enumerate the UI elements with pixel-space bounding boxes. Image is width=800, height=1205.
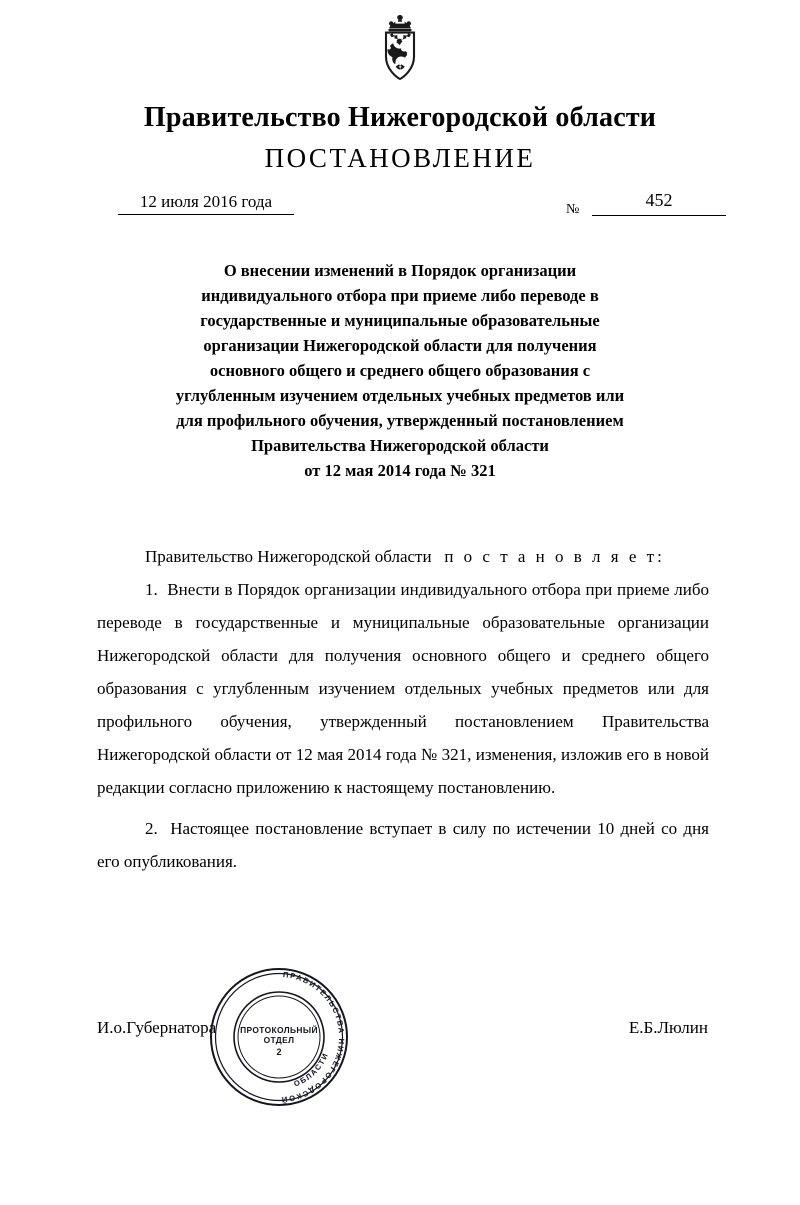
stamp-inner-line-3: 2 <box>276 1047 282 1057</box>
subject-line: Правительства Нижегородской области <box>251 436 549 455</box>
subject-line: государственные и муниципальные образовательные <box>200 311 600 330</box>
body-spacer <box>97 804 709 812</box>
subject-line: углубленным изучением отдельных учебных предметов или <box>175 386 625 405</box>
subject-line: организации Нижегородской области для получения <box>203 336 597 355</box>
body-item-2: 2. Настоящее постановление вступает в силу по истечении 10 дней со дня его опубликования. <box>97 819 709 871</box>
document-number-label: № <box>566 202 580 217</box>
document-date: 12 июля 2016 года <box>118 192 294 215</box>
round-stamp-icon <box>205 963 353 1111</box>
subject-line: О внесении изменений в Порядок организации <box>223 261 577 280</box>
stamp-outer-text: ПРАВИТЕЛЬСТВА НИЖЕГОРОДСКОЙ <box>279 970 347 1105</box>
body-lead <box>97 540 709 573</box>
document-subject <box>150 258 650 483</box>
signature-position: И.о.Губернатора <box>97 1018 217 1037</box>
stamp-inner-line-2: ОТДЕЛ <box>263 1035 295 1045</box>
body-item-1: 1. Внести в Порядок организации индивидуального отбора при приеме либо переводе в государственные и муниципальные образовательные организации Нижегородской области для получения основного общего и среднего общего образования с углубленным изучением отдельных учебных предметов или для профильного обучения, утвержденный постановлением Правительства Нижегородской области от 12 мая 2014 года № 321, изменения, изложив его в новой редакции согласно приложению к настоящему постановлению. <box>97 580 709 797</box>
subject-line: от 12 мая 2014 года № 321 <box>304 461 496 480</box>
subject-line: основного общего и среднего общего образования с <box>209 361 591 380</box>
emblem-container <box>0 14 800 88</box>
document-body <box>97 540 709 878</box>
subject-line: для профильного обучения, утвержденный постановлением <box>176 411 624 430</box>
organization-title: Правительство Нижегородской области <box>143 102 657 133</box>
body-lead-prefix: Правительство Нижегородской области <box>145 547 432 566</box>
document-type-title: ПОСТАНОВЛЕНИЕ <box>264 143 536 173</box>
stamp-inner-line-1: ПРОТОКОЛЬНЫЙ <box>240 1025 318 1035</box>
signature-name: Е.Б.Люлин <box>628 1018 708 1037</box>
subject-line: индивидуального отбора при приеме либо переводе в <box>201 286 599 305</box>
official-stamp <box>205 963 353 1111</box>
body-lead-verb: п о с т а н о в л я е т: <box>444 547 665 566</box>
coat-of-arms-icon <box>356 14 444 88</box>
stamp-outer-text-2: ОБЛАСТИ <box>292 1050 331 1089</box>
document-number-value: 452 <box>592 190 726 216</box>
